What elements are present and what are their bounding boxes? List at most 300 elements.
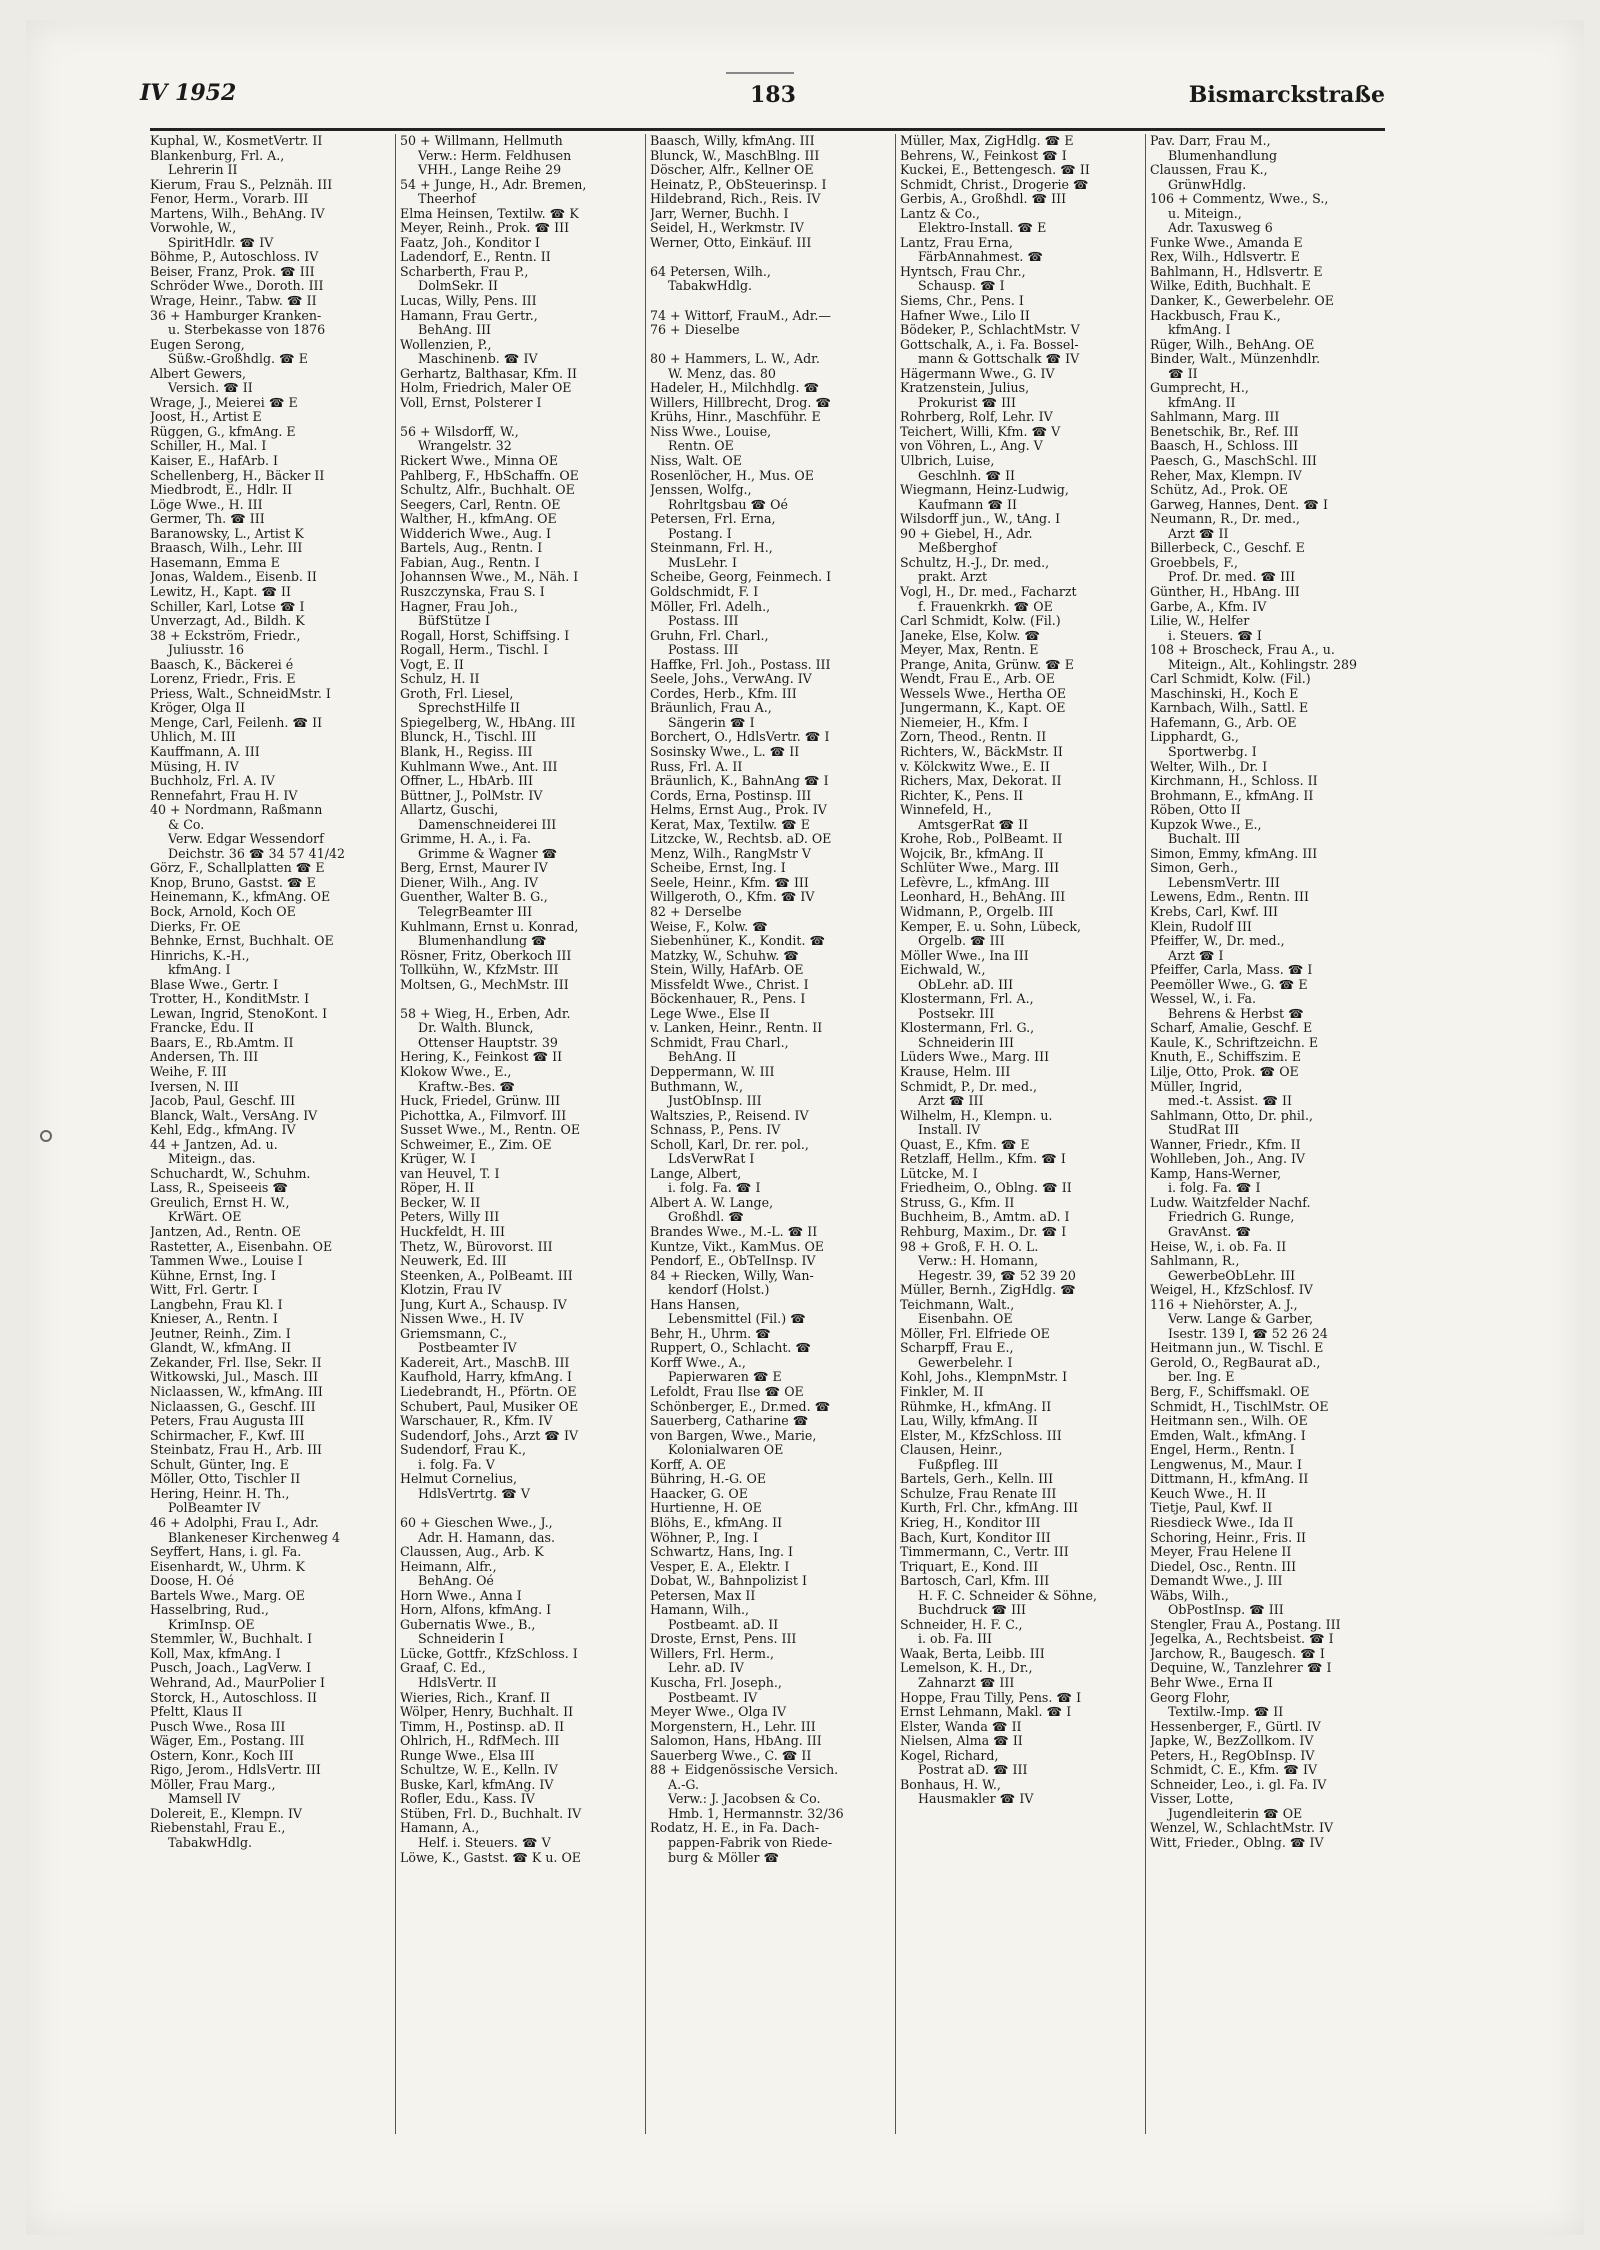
directory-entry: Carl Schmidt, Kolw. (Fil.) (1150, 672, 1311, 687)
directory-entry: Lipphardt, G., (1150, 730, 1239, 745)
directory-entry: Elma Heinsen, Textilw. ☎ K (400, 206, 579, 221)
directory-entry: Schneider, H. F. C., (900, 1617, 1023, 1632)
directory-entry: Maschinski, H., Koch E (1150, 686, 1299, 701)
directory-entry: 54 + Junge, H., Adr. Bremen, (400, 177, 587, 192)
directory-entry: Dequine, W., Tanzlehrer ☎ I (1150, 1661, 1332, 1676)
directory-entry: Nielsen, Alma ☎ II (900, 1734, 1023, 1749)
directory-entry: Gumprecht, H., (1150, 381, 1249, 396)
directory-entry: Bräunlich, Frau A., (650, 701, 772, 716)
directory-entry: Kamp, Hans-Werner, (1150, 1166, 1282, 1181)
directory-entry: Japke, W., BezZollkom. IV (1150, 1734, 1314, 1749)
directory-entry: Arzt ☎ II (1168, 526, 1229, 541)
directory-entry: Helf. i. Steuers. ☎ V (418, 1835, 551, 1850)
directory-entry: 108 + Broscheck, Frau A., u. (1150, 643, 1335, 658)
directory-entry: Pav. Darr, Frau M., (1150, 134, 1271, 148)
directory-entry: BüfStütze I (418, 614, 490, 629)
directory-entry: Engel, Herm., Rentn. I (1150, 1443, 1295, 1458)
directory-entry: Kuphal, W., KosmetVertr. II (150, 134, 323, 148)
directory-entry: 88 + Eidgenössische Versich. (650, 1763, 839, 1778)
directory-entry: Berg, F., Schiffsmakl. OE (1150, 1385, 1310, 1400)
directory-entry: Sportwerbg. I (1168, 744, 1257, 759)
directory-entry: Klotzin, Frau IV (400, 1283, 502, 1298)
directory-entry: Böhme, P., Autoschloss. IV (150, 250, 319, 265)
header-rule (150, 128, 1385, 131)
directory-entry: Bonhaus, H. W., (900, 1777, 1001, 1792)
directory-entry: MusLehr. I (668, 555, 738, 570)
column-5 (1150, 134, 1388, 2134)
directory-entry: i. folg. Fa. ☎ I (668, 1181, 761, 1196)
directory-entry: Kohl, Johs., KlempnMstr. I (900, 1370, 1068, 1385)
directory-entry: Unverzagt, Ad., Bildh. K (150, 614, 305, 629)
directory-entry: Buchalt. III (1168, 832, 1241, 847)
directory-entry: Ernst Lehmann, Makl. ☎ I (900, 1705, 1072, 1720)
directory-entry: Schnass, P., Pens. IV (650, 1123, 781, 1138)
directory-entry: Behrens & Herbst ☎ (1168, 1006, 1304, 1021)
directory-entry (400, 992, 638, 1007)
directory-entry: Schirmacher, F., Kwf. III (150, 1428, 305, 1443)
directory-entry: Demandt Wwe., J. III (1150, 1574, 1283, 1589)
directory-entry: KrWärt. OE (168, 1210, 242, 1225)
directory-entry: Gruhn, Frl. Charl., (650, 628, 769, 643)
directory-entry (650, 250, 888, 265)
directory-entry: Haacker, G. OE (650, 1486, 748, 1501)
directory-entry: Schultz, H.-J., Dr. med., (900, 555, 1050, 570)
directory-entry: Lemelson, K. H., Dr., (900, 1661, 1033, 1676)
directory-entry: Allartz, Guschi, (400, 803, 499, 818)
directory-entry: VHH., Lange Reihe 29 (418, 163, 562, 178)
directory-entry: Verw. Edgar Wessendorf (168, 832, 324, 847)
directory-entry: Ludw. Waitzfelder Nachf. (1150, 1195, 1311, 1210)
directory-entry: Clausen, Heinr., (900, 1443, 1003, 1458)
directory-entry: Kuckei, E., Bettengesch. ☎ II (900, 163, 1090, 178)
directory-entry: Postsekr. III (918, 1006, 995, 1021)
directory-entry: Scharberth, Frau P., (400, 264, 529, 279)
directory-entry: 64 Petersen, Wilh., (650, 264, 771, 279)
directory-entry: Seele, Heinr., Kfm. ☎ III (650, 875, 809, 890)
directory-entry: Rühmke, H., kfmAng. II (900, 1399, 1052, 1414)
directory-entry: Hessenberger, F., Gürtl. IV (1150, 1719, 1321, 1734)
directory-entry: Riebenstahl, Frau E., (150, 1821, 286, 1836)
directory-entry: Baasch, K., Bäckerei é (150, 657, 294, 672)
directory-entry: Schultze, W. E., Kelln. IV (400, 1763, 558, 1778)
directory-entry: Johannsen Wwe., M., Näh. I (400, 570, 579, 585)
directory-entry: TelegrBeamter III (418, 904, 533, 919)
directory-entry: Rosenlöcher, H., Mus. OE (650, 468, 814, 483)
directory-entry: 106 + Commentz, Wwe., S., (1150, 192, 1329, 207)
directory-entry: Hackbusch, Frau K., (1150, 308, 1281, 323)
directory-entry: Vorwohle, W., (150, 221, 237, 236)
directory-entry: Rastetter, A., Eisenbahn. OE (150, 1239, 333, 1254)
directory-entry: Peters, Willy III (400, 1210, 500, 1225)
directory-entry: Simon, Emmy, kfmAng. III (1150, 846, 1318, 861)
directory-entry: Hasemann, Emma E (150, 555, 280, 570)
directory-entry: Lefèvre, L., kfmAng. III (900, 875, 1050, 890)
directory-entry: Blank, H., Regiss. III (400, 744, 533, 759)
directory-entry: i. ob. Fa. III (918, 1632, 993, 1647)
directory-entry: Papierwaren ☎ E (668, 1370, 782, 1385)
directory-entry: Wilke, Edith, Buchhalt. E (1150, 279, 1311, 294)
directory-entry: Carl Schmidt, Kolw. (Fil.) (900, 614, 1061, 629)
directory-entry: Kurth, Frl. Chr., kfmAng. III (900, 1501, 1079, 1516)
directory-entry: 44 + Jantzen, Ad. u. (150, 1137, 278, 1152)
directory-entry: Gerhartz, Balthasar, Kfm. II (400, 366, 577, 381)
directory-entry: Hadeler, H., Milchhdlg. ☎ (650, 381, 820, 396)
directory-entry: ☎ II (1168, 366, 1198, 381)
directory-entry: Lengwenus, M., Maur. I (1150, 1457, 1302, 1472)
directory-entry: Postass. III (668, 643, 739, 658)
directory-entry: Großhdl. ☎ (668, 1210, 744, 1225)
directory-entry: Blase Wwe., Gertr. I (150, 977, 279, 992)
directory-entry: GrünwHdlg. (1168, 177, 1247, 192)
page-header (140, 70, 1385, 110)
directory-entry: Heinatz, P., ObSteuerinsp. I (650, 177, 827, 192)
directory-entry: Rüger, Wilh., BehAng. OE (1150, 337, 1315, 352)
directory-entry: Droste, Ernst, Pens. III (650, 1632, 797, 1647)
directory-entry: Litzcke, W., Rechtsb. aD. OE (650, 832, 832, 847)
directory-entry: Gerbis, A., Großhdl. ☎ III (900, 192, 1067, 207)
directory-entry: BehAng. Oé (418, 1574, 494, 1589)
directory-entry: Löge Wwe., H. III (150, 497, 263, 512)
directory-entry: Hildebrand, Rich., Reis. IV (650, 192, 821, 207)
directory-entry: Garbe, A., Kfm. IV (1150, 599, 1267, 614)
directory-entry: Kaufhold, Harry, kfmAng. I (400, 1370, 572, 1385)
directory-entry: Spiegelberg, W., HbAng. III (400, 715, 576, 730)
directory-entry: Eugen Serong, (150, 337, 245, 352)
directory-entry: Richers, Max, Dekorat. II (900, 774, 1062, 789)
directory-entry: Jacob, Paul, Geschf. III (150, 1094, 296, 1109)
directory-entry: Kaufmann ☎ II (918, 497, 1018, 512)
directory-entry: Isestr. 139 I, ☎ 52 26 24 (1168, 1326, 1328, 1341)
directory-entry: Lau, Willy, kfmAng. II (900, 1414, 1038, 1429)
directory-entry: kfmAng. I (168, 963, 231, 978)
directory-entry: Kirchmann, H., Schloss. II (1150, 774, 1318, 789)
directory-entry: Damenschneiderei III (418, 817, 557, 832)
directory-entry: Kaiser, E., HafArb. I (150, 454, 279, 469)
directory-entry: Wiegmann, Heinz-Ludwig, (900, 483, 1069, 498)
directory-entry: Grimme, H. A., i. Fa. (400, 832, 531, 847)
directory-entry: Garweg, Hannes, Dent. ☎ I (1150, 497, 1328, 512)
directory-entry: Maschinenb. ☎ IV (418, 352, 538, 367)
directory-entry: Wäbs, Wilh., (1150, 1588, 1229, 1603)
directory-entry: 116 + Niehörster, A. J., (1150, 1297, 1298, 1312)
directory-entry: Kerat, Max, Textilw. ☎ E (650, 817, 810, 832)
directory-entry: Langbehn, Frau Kl. I (150, 1297, 283, 1312)
directory-entry: Bach, Kurt, Konditor III (900, 1530, 1051, 1545)
directory-entry: Buchdruck ☎ III (918, 1603, 1027, 1618)
directory-entry (400, 410, 638, 425)
directory-entry: Kolonialwaren OE (668, 1443, 784, 1458)
directory-entry: Wäger, Em., Postang. III (150, 1734, 305, 1749)
directory-entry: 40 + Nordmann, Raßmann (150, 803, 323, 818)
directory-entry: GravAnst. ☎ (1168, 1225, 1252, 1240)
directory-entry (650, 294, 888, 309)
directory-entry: prakt. Arzt (918, 570, 988, 585)
directory-entry: Richters, W., BäckMstr. II (900, 744, 1063, 759)
directory-entry: Finkler, M. II (900, 1385, 984, 1400)
directory-entry: Müller, Ingrid, (1150, 1079, 1243, 1094)
directory-entry: Morgenstern, H., Lehr. III (650, 1719, 816, 1734)
directory-entry: Kadereit, Art., MaschB. III (400, 1355, 570, 1370)
directory-entry: Verw.: Herm. Feldhusen (418, 148, 572, 163)
directory-entry: Weigel, H., KfzSchlosf. IV (1150, 1283, 1313, 1298)
directory-entry: Neumann, R., Dr. med., (1150, 512, 1300, 527)
directory-entry: DolmSekr. II (418, 279, 498, 294)
directory-entry: Salomon, Hans, HbAng. III (650, 1734, 822, 1749)
directory-entry: Fenor, Herm., Vorarb. III (150, 192, 309, 207)
directory-entry: Riesdieck Wwe., Ida II (1150, 1515, 1294, 1530)
directory-entry: ObPostInsp. ☎ III (1168, 1603, 1284, 1618)
directory-entry: Schultz, Alfr., Buchhalt. OE (400, 483, 575, 498)
directory-entry: Greulich, Ernst H. W., (150, 1195, 290, 1210)
directory-entry: Schmidt, Christ., Drogerie ☎ (900, 177, 1089, 192)
directory-entry: Ruszczynska, Frau S. I (400, 584, 545, 599)
directory-entry: Ladendorf, E., Rentn. II (400, 250, 551, 265)
directory-entry: Wessels Wwe., Hertha OE (900, 686, 1067, 701)
directory-entry: Miteign., Alt., Kohlingstr. 289 (1168, 657, 1358, 672)
directory-entry: Schmidt, C. E., Kfm. ☎ IV (1150, 1763, 1318, 1778)
directory-entry: Witt, Frieder., Oblng. ☎ IV (1150, 1835, 1324, 1850)
directory-entry: Matzky, W., Schuhw. ☎ (650, 948, 799, 963)
directory-entry: Blumenhandlung (1168, 148, 1278, 163)
directory-entry: Helmut Cornelius, (400, 1472, 518, 1487)
directory-entry: Jugendleiterin ☎ OE (1168, 1806, 1303, 1821)
directory-entry: Kuhlmann Wwe., Ant. III (400, 759, 558, 774)
directory-entry: Wrangelstr. 32 (418, 439, 512, 454)
directory-entry: Buthmann, W., (650, 1079, 743, 1094)
directory-entry: Orgelb. ☎ III (918, 934, 1005, 949)
directory-entry: Tollkühn, W., KfzMstr. III (400, 963, 559, 978)
directory-entry: Verw. Lange & Garber, (1168, 1312, 1314, 1327)
directory-entry: Germer, Th. ☎ III (150, 512, 265, 527)
directory-entry: Korff Wwe., A., (650, 1355, 746, 1370)
directory-entry: Ottenser Hauptstr. 39 (418, 1035, 558, 1050)
directory-entry: Schütz, Ad., Prok. OE (1150, 483, 1289, 498)
directory-entry: Heitmann sen., Wilh. OE (1150, 1414, 1308, 1429)
directory-entry: Rennefahrt, Frau H. IV (150, 788, 298, 803)
directory-entry: Jegelka, A., Rechtsbeist. ☎ I (1150, 1632, 1334, 1647)
directory-entry: & Co. (168, 817, 205, 832)
directory-entry: Kühne, Ernst, Ing. I (150, 1268, 276, 1283)
directory-entry: Vogt, E. II (400, 657, 464, 672)
directory-entry: Knieser, A., Rentn. I (150, 1312, 278, 1327)
directory-entry: Ohlrich, H., RdfMech. III (400, 1734, 560, 1749)
directory-entry: Hmb. 1, Hermannstr. 32/36 (668, 1806, 844, 1821)
directory-entry: Sosinsky Wwe., L. ☎ II (650, 744, 800, 759)
directory-entry: 56 + Wilsdorff, W., (400, 424, 519, 439)
directory-entry (650, 338, 888, 353)
directory-entry: Niss Wwe., Louise, (650, 424, 772, 439)
directory-entry: Schmidt, P., Dr. med., (900, 1079, 1038, 1094)
directory-entry: Jonas, Waldem., Eisenb. II (150, 570, 317, 585)
directory-entry: Vesper, E. A., Elektr. I (650, 1559, 790, 1574)
directory-entry: Krieg, H., Konditor III (900, 1515, 1041, 1530)
directory-entry: Runge Wwe., Elsa III (400, 1748, 535, 1763)
directory-entry: BehAng. II (668, 1050, 737, 1065)
directory-entry: Jarchow, R., Baugesch. ☎ I (1150, 1646, 1325, 1661)
directory-entry: Lucas, Willy, Pens. III (400, 294, 537, 309)
directory-entry: Hyntsch, Frau Chr., (900, 264, 1026, 279)
directory-entry: Baasch, H., Schloss. III (1150, 439, 1299, 454)
directory-entry: Glandt, W., kfmAng. II (150, 1341, 292, 1356)
directory-entry (400, 1501, 638, 1516)
directory-entry: Willgeroth, O., Kfm. ☎ IV (650, 890, 815, 905)
directory-entry: Wessel, W., i. Fa. (1150, 992, 1256, 1007)
directory-entry: KrimInsp. OE (168, 1617, 255, 1632)
directory-entry: Sahlmann, Marg. III (1150, 410, 1280, 425)
directory-columns (150, 134, 1390, 2134)
directory-entry: Postbeamt. aD. II (668, 1617, 779, 1632)
directory-entry: Schuchardt, W., Schuhm. (150, 1166, 311, 1181)
directory-entry: Müller, Bernh., ZigHdlg. ☎ (900, 1283, 1076, 1298)
column-divider (1145, 134, 1146, 2134)
directory-entry: Susset Wwe., M., Rentn. OE (400, 1123, 581, 1138)
directory-entry: Rohrberg, Rolf, Lehr. IV (900, 410, 1053, 425)
directory-entry: Wollenzien, P., (400, 337, 492, 352)
directory-entry: Bartels, Gerh., Kelln. III (900, 1472, 1054, 1487)
directory-entry: Wenzel, W., SchlachtMstr. IV (1150, 1821, 1334, 1836)
directory-entry: Theerhof (418, 192, 476, 207)
directory-entry: Schiller, H., Mal. I (150, 439, 267, 454)
directory-entry: Schmidt, H., TischlMstr. OE (1150, 1399, 1329, 1414)
directory-entry: Lewan, Ingrid, StenoKont. I (150, 1006, 328, 1021)
directory-entry: Blankenburg, Frl. A., (150, 148, 285, 163)
directory-entry: Horn, Alfons, kfmAng. I (400, 1603, 552, 1618)
directory-entry: Georg Flohr, (1150, 1690, 1231, 1705)
directory-entry: Uhlich, M. III (150, 730, 236, 745)
directory-entry: Scharf, Amalie, Geschf. E (1150, 1021, 1313, 1036)
directory-entry: H. F. C. Schneider & Söhne, (918, 1588, 1097, 1603)
column-divider (895, 134, 896, 2134)
directory-entry: Arzt ☎ III (918, 1094, 984, 1109)
directory-entry: Korff, A. OE (650, 1457, 726, 1472)
binding-hole (40, 1130, 52, 1142)
column-2 (400, 134, 638, 2134)
directory-entry: Deppermann, W. III (650, 1065, 775, 1079)
directory-entry: Zorn, Theod., Rentn. II (900, 730, 1047, 745)
directory-entry: Horn Wwe., Anna I (400, 1588, 522, 1603)
directory-entry: Rogall, Horst, Schiffsing. I (400, 628, 570, 643)
directory-entry: Schoring, Heinr., Fris. II (1150, 1530, 1307, 1545)
directory-entry: Schlüter Wwe., Marg. III (900, 861, 1060, 876)
directory-entry: Schröder Wwe., Doroth. III (150, 279, 324, 294)
directory-entry: Visser, Lotte, (1150, 1792, 1234, 1807)
directory-entry: A.-G. (668, 1777, 699, 1792)
directory-entry: Joost, H., Artist E (150, 410, 262, 425)
directory-entry: Kauffmann, A. III (150, 744, 260, 759)
column-1 (150, 134, 388, 2134)
directory-entry: Moltsen, G., MechMstr. III (400, 977, 569, 992)
directory-entry: StudRat III (1168, 1123, 1240, 1138)
directory-entry: Lange, Albert, (650, 1166, 742, 1181)
directory-entry: Diedel, Osc., Rentn. III (1150, 1559, 1297, 1574)
directory-entry: W. Menz, das. 80 (668, 366, 776, 381)
directory-entry: Lebensmittel (Fil.) ☎ (668, 1312, 806, 1327)
directory-entry: Seele, Johs., VerwAng. IV (650, 672, 812, 687)
directory-entry: Ostern, Konr., Koch III (150, 1748, 294, 1763)
directory-entry: Heitmann jun., W. Tischl. E (1150, 1341, 1324, 1356)
directory-entry: Adr. H. Hamann, das. (418, 1530, 555, 1545)
directory-entry: Pfeltt, Klaus II (150, 1705, 243, 1720)
directory-entry: Wehrand, Ad., MaurPolier I (150, 1675, 325, 1690)
directory-entry: JustObInsp. III (668, 1094, 762, 1109)
directory-entry: Kehl, Edg., kfmAng. IV (150, 1123, 296, 1138)
directory-entry: Meßberghof (918, 541, 997, 556)
directory-entry: Versich. ☎ II (168, 381, 253, 396)
directory-entry: 50 + Willmann, Hellmuth (400, 134, 563, 148)
directory-entry: Karnbach, Wilh., Sattl. E (1150, 701, 1309, 716)
directory-entry: Claussen, Frau K., (1150, 163, 1268, 178)
directory-entry: Huckfeldt, H. III (400, 1225, 505, 1240)
directory-entry: Berg, Ernst, Maurer IV (400, 861, 548, 876)
directory-entry: Hausmakler ☎ IV (918, 1792, 1034, 1807)
directory-entry: Welter, Wilh., Dr. I (1150, 759, 1268, 774)
directory-entry: Bödeker, P., SchlachtMstr. V (900, 323, 1080, 338)
directory-entry: u. Sterbekasse von 1876 (168, 323, 326, 338)
directory-entry: Kuntze, Vikt., KamMus. OE (650, 1239, 824, 1254)
directory-entry: Benetschik, Br., Ref. III (1150, 424, 1299, 439)
directory-entry: Scheibe, Georg, Feinmech. I (650, 570, 832, 585)
directory-entry: Blumenhandlung ☎ (418, 934, 547, 949)
directory-entry: Leonhard, H., BehAng. III (900, 890, 1066, 905)
directory-entry: Elektro-Install. ☎ E (918, 221, 1047, 236)
directory-entry: Günther, H., HbAng. III (1150, 584, 1300, 599)
directory-entry: Holm, Friedrich, Maler OE (400, 381, 572, 396)
directory-entry: Blankeneser Kirchenweg 4 (168, 1530, 340, 1545)
directory-entry: Kupzok Wwe., E., (1150, 817, 1262, 832)
directory-entry: Postass. III (668, 614, 739, 629)
directory-entry: Sauerberg Wwe., C. ☎ II (650, 1748, 812, 1763)
directory-entry: Offner, L., HbArb. III (400, 774, 534, 789)
directory-entry: Schellenberg, H., Bäcker II (150, 468, 325, 483)
directory-entry: Teichmann, Walt., (900, 1297, 1015, 1312)
directory-entry: Menz, Wilh., RangMstr V (650, 846, 811, 861)
directory-entry: FärbAnnahmest. ☎ (918, 250, 1044, 265)
directory-entry: Faatz, Joh., Konditor I (400, 235, 540, 250)
directory-entry: Lantz, Frau Erna, (900, 235, 1013, 250)
directory-entry: Rogall, Herm., Tischl. I (400, 643, 549, 658)
directory-entry: Retzlaff, Hellm., Kfm. ☎ I (900, 1152, 1066, 1167)
directory-entry: Wanner, Friedr., Kfm. II (1150, 1137, 1301, 1152)
directory-entry: Menge, Carl, Feilenh. ☎ II (150, 715, 323, 730)
directory-entry: Bahlmann, H., Hdlsvertr. E (1150, 264, 1323, 279)
directory-entry: Eichwald, W., (900, 963, 986, 978)
directory-entry: Waltszies, P., Reisend. IV (650, 1108, 809, 1123)
directory-entry: LdsVerwRat I (668, 1152, 755, 1167)
directory-entry: Schmidt, Frau Charl., (650, 1035, 789, 1050)
directory-entry: Doose, H. Oé (150, 1574, 234, 1589)
street-name: Bismarckstraße (1188, 82, 1385, 108)
directory-entry: Görz, F., Schallplatten ☎ E (150, 861, 325, 876)
directory-entry: Sahlmann, Otto, Dr. phil., (1150, 1108, 1313, 1123)
page-number: 183 (750, 82, 796, 108)
directory-entry: Missfeldt Wwe., Christ. I (650, 977, 809, 992)
directory-entry: Krause, Helm. III (900, 1065, 1011, 1079)
directory-entry: Jeutner, Reinh., Zim. I (150, 1326, 291, 1341)
directory-entry: Warschauer, R., Kfm. IV (400, 1414, 553, 1429)
directory-entry: 84 + Riecken, Willy, Wan- (650, 1268, 814, 1283)
directory-entry: Groebbels, F., (1150, 555, 1238, 570)
directory-entry: v. Lanken, Heinr., Rentn. II (650, 1021, 823, 1036)
directory-entry: Petersen, Frl. Erna, (650, 512, 776, 527)
directory-entry: Triquart, E., Kond. III (900, 1559, 1039, 1574)
directory-entry: Röper, H. II (400, 1181, 475, 1196)
directory-entry: Böckenhauer, R., Pens. I (650, 992, 806, 1007)
directory-entry: Postbeamt. IV (668, 1690, 758, 1705)
directory-entry: Lass, R., Speiseeis ☎ (150, 1181, 289, 1196)
directory-entry: Postang. I (668, 526, 732, 541)
directory-entry: f. Frauenkrkh. ☎ OE (918, 599, 1053, 614)
directory-entry: pappen-Fabrik von Riede- (668, 1835, 833, 1850)
